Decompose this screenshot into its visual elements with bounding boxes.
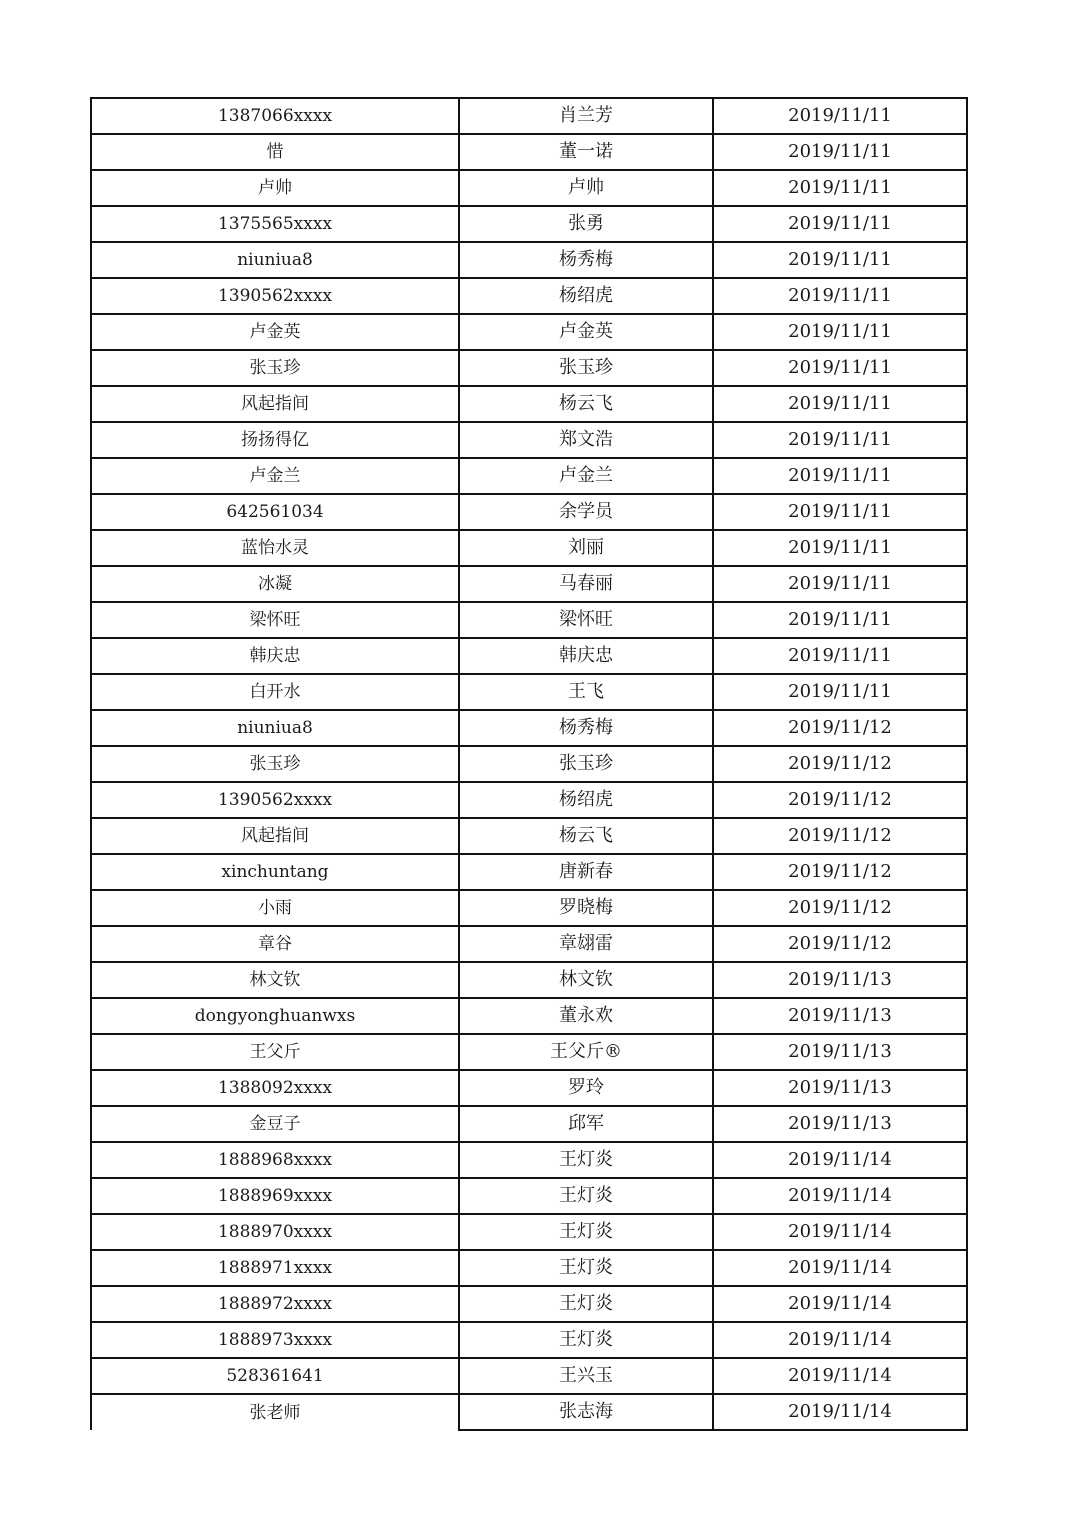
- table-row: [91, 674, 967, 710]
- table-row: [91, 1394, 967, 1430]
- date-cell: 2019/11/14: [713, 1394, 967, 1430]
- date-cell: 2019/11/13: [713, 962, 967, 998]
- nickname-cell: 小雨: [91, 890, 459, 926]
- date-cell: 2019/11/13: [713, 998, 967, 1034]
- date-cell: 2019/11/14: [713, 1142, 967, 1178]
- table-row: [91, 314, 967, 350]
- nickname-cell: dongyonghuanwxs: [91, 998, 459, 1034]
- records-table-body: [91, 98, 967, 1430]
- nickname-cell: 金豆子: [91, 1106, 459, 1142]
- nickname-cell: 1888972xxxx: [91, 1286, 459, 1322]
- table-row: [91, 1214, 967, 1250]
- date-cell: 2019/11/12: [713, 854, 967, 890]
- date-cell: 2019/11/11: [713, 602, 967, 638]
- table-row: [91, 962, 967, 998]
- nickname-cell: 1387066xxxx: [91, 98, 459, 134]
- table-row: [91, 890, 967, 926]
- table-row: [91, 242, 967, 278]
- date-cell: 2019/11/14: [713, 1286, 967, 1322]
- nickname-cell: 1888971xxxx: [91, 1250, 459, 1286]
- table-row: [91, 1250, 967, 1286]
- date-cell: 2019/11/11: [713, 314, 967, 350]
- name-cell: 董永欢: [459, 998, 713, 1034]
- name-cell: 王灯炎: [459, 1250, 713, 1286]
- nickname-cell: 1375565xxxx: [91, 206, 459, 242]
- date-cell: 2019/11/11: [713, 422, 967, 458]
- date-cell: 2019/11/12: [713, 782, 967, 818]
- nickname-cell: 卢金兰: [91, 458, 459, 494]
- date-cell: 2019/11/14: [713, 1322, 967, 1358]
- name-cell: 张玉珍: [459, 350, 713, 386]
- name-cell: 张玉珍: [459, 746, 713, 782]
- name-cell: 林文钦: [459, 962, 713, 998]
- date-cell: 2019/11/12: [713, 746, 967, 782]
- table-row: [91, 530, 967, 566]
- name-cell: 章翃雷: [459, 926, 713, 962]
- table-row: [91, 350, 967, 386]
- table-row: [91, 386, 967, 422]
- name-cell: 梁怀旺: [459, 602, 713, 638]
- date-cell: 2019/11/11: [713, 242, 967, 278]
- table-row: [91, 782, 967, 818]
- nickname-cell: 梁怀旺: [91, 602, 459, 638]
- name-cell: 王飞: [459, 674, 713, 710]
- name-cell: 王灯炎: [459, 1178, 713, 1214]
- table-row: [91, 1106, 967, 1142]
- name-cell: 杨绍虎: [459, 782, 713, 818]
- table-row: [91, 134, 967, 170]
- table-row: [91, 602, 967, 638]
- date-cell: 2019/11/11: [713, 566, 967, 602]
- name-cell: 刘丽: [459, 530, 713, 566]
- name-cell: 卢金英: [459, 314, 713, 350]
- name-cell: 余学员: [459, 494, 713, 530]
- nickname-cell: 风起指间: [91, 818, 459, 854]
- nickname-cell: 642561034: [91, 494, 459, 530]
- name-cell: 张志海: [459, 1394, 713, 1430]
- date-cell: 2019/11/11: [713, 350, 967, 386]
- name-cell: 杨云飞: [459, 386, 713, 422]
- nickname-cell: 卢金英: [91, 314, 459, 350]
- nickname-cell: 扬扬得亿: [91, 422, 459, 458]
- nickname-cell: 1888969xxxx: [91, 1178, 459, 1214]
- nickname-cell: 冰凝: [91, 566, 459, 602]
- nickname-cell: 王父斤: [91, 1034, 459, 1070]
- nickname-cell: niuniua8: [91, 710, 459, 746]
- date-cell: 2019/11/14: [713, 1178, 967, 1214]
- records-table: [90, 97, 968, 1431]
- name-cell: 杨云飞: [459, 818, 713, 854]
- table-row: [91, 1322, 967, 1358]
- nickname-cell: 惜: [91, 134, 459, 170]
- name-cell: 肖兰芳: [459, 98, 713, 134]
- date-cell: 2019/11/14: [713, 1358, 967, 1394]
- date-cell: 2019/11/12: [713, 818, 967, 854]
- table-row: [91, 638, 967, 674]
- name-cell: 王灯炎: [459, 1214, 713, 1250]
- nickname-cell: 白开水: [91, 674, 459, 710]
- date-cell: 2019/11/11: [713, 674, 967, 710]
- nickname-cell: 1888973xxxx: [91, 1322, 459, 1358]
- nickname-cell: 1888970xxxx: [91, 1214, 459, 1250]
- nickname-cell: 1888968xxxx: [91, 1142, 459, 1178]
- table-row: [91, 1142, 967, 1178]
- date-cell: 2019/11/11: [713, 206, 967, 242]
- name-cell: 王兴玉: [459, 1358, 713, 1394]
- nickname-cell: 张老师: [91, 1394, 459, 1430]
- table-row: [91, 746, 967, 782]
- nickname-cell: 1388092xxxx: [91, 1070, 459, 1106]
- name-cell: 杨绍虎: [459, 278, 713, 314]
- nickname-cell: 蓝怡水灵: [91, 530, 459, 566]
- date-cell: 2019/11/11: [713, 458, 967, 494]
- name-cell: 董一诺: [459, 134, 713, 170]
- name-cell: 卢帅: [459, 170, 713, 206]
- date-cell: 2019/11/11: [713, 530, 967, 566]
- date-cell: 2019/11/13: [713, 1106, 967, 1142]
- nickname-cell: 韩庆忠: [91, 638, 459, 674]
- name-cell: 王灯炎: [459, 1142, 713, 1178]
- name-cell: 马春丽: [459, 566, 713, 602]
- date-cell: 2019/11/12: [713, 710, 967, 746]
- date-cell: 2019/11/12: [713, 926, 967, 962]
- nickname-cell: 风起指间: [91, 386, 459, 422]
- table-row: [91, 854, 967, 890]
- date-cell: 2019/11/14: [713, 1214, 967, 1250]
- name-cell: 罗晓梅: [459, 890, 713, 926]
- date-cell: 2019/11/11: [713, 638, 967, 674]
- table-row: [91, 98, 967, 134]
- nickname-cell: 林文钦: [91, 962, 459, 998]
- table-row: [91, 458, 967, 494]
- table-row: [91, 1070, 967, 1106]
- date-cell: 2019/11/13: [713, 1034, 967, 1070]
- date-cell: 2019/11/12: [713, 890, 967, 926]
- name-cell: 杨秀梅: [459, 242, 713, 278]
- table-row: [91, 422, 967, 458]
- table-row: [91, 710, 967, 746]
- table-row: [91, 1286, 967, 1322]
- nickname-cell: 张玉珍: [91, 350, 459, 386]
- table-row: [91, 998, 967, 1034]
- name-cell: 唐新春: [459, 854, 713, 890]
- name-cell: 罗玲: [459, 1070, 713, 1106]
- nickname-cell: xinchuntang: [91, 854, 459, 890]
- table-row: [91, 1034, 967, 1070]
- table-row: [91, 926, 967, 962]
- table-row: [91, 494, 967, 530]
- name-cell: 卢金兰: [459, 458, 713, 494]
- date-cell: 2019/11/14: [713, 1250, 967, 1286]
- nickname-cell: niuniua8: [91, 242, 459, 278]
- name-cell: 邱军: [459, 1106, 713, 1142]
- name-cell: 杨秀梅: [459, 710, 713, 746]
- table-row: [91, 170, 967, 206]
- name-cell: 王灯炎: [459, 1286, 713, 1322]
- nickname-cell: 章谷: [91, 926, 459, 962]
- date-cell: 2019/11/11: [713, 494, 967, 530]
- name-cell: 张勇: [459, 206, 713, 242]
- date-cell: 2019/11/11: [713, 134, 967, 170]
- nickname-cell: 卢帅: [91, 170, 459, 206]
- date-cell: 2019/11/11: [713, 98, 967, 134]
- date-cell: 2019/11/13: [713, 1070, 967, 1106]
- table-row: [91, 1178, 967, 1214]
- name-cell: 韩庆忠: [459, 638, 713, 674]
- name-cell: 王父斤®: [459, 1034, 713, 1070]
- nickname-cell: 1390562xxxx: [91, 782, 459, 818]
- date-cell: 2019/11/11: [713, 386, 967, 422]
- nickname-cell: 张玉珍: [91, 746, 459, 782]
- table-row: [91, 818, 967, 854]
- table-row: [91, 278, 967, 314]
- date-cell: 2019/11/11: [713, 170, 967, 206]
- name-cell: 郑文浩: [459, 422, 713, 458]
- nickname-cell: 528361641: [91, 1358, 459, 1394]
- table-row: [91, 206, 967, 242]
- name-cell: 王灯炎: [459, 1322, 713, 1358]
- date-cell: 2019/11/11: [713, 278, 967, 314]
- nickname-cell: 1390562xxxx: [91, 278, 459, 314]
- table-row: [91, 1358, 967, 1394]
- table-row: [91, 566, 967, 602]
